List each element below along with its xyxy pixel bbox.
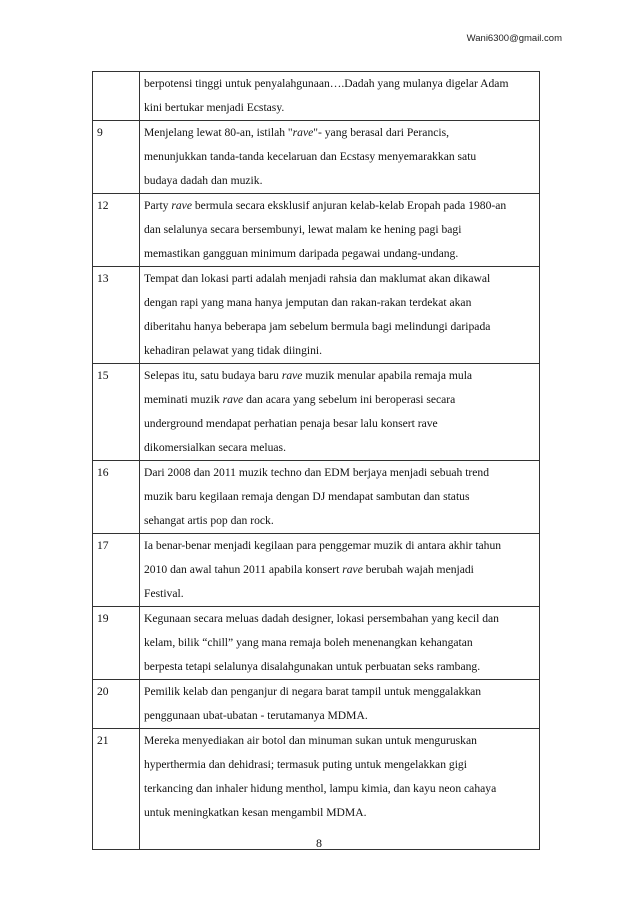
text-segment: untuk meningkatkan kesan mengambil MDMA. bbox=[144, 806, 367, 819]
row-number: 16 bbox=[93, 461, 140, 534]
text-line bbox=[144, 655, 535, 679]
text-segment: dan acara yang sebelum ini beroperasi secara bbox=[243, 393, 456, 406]
table-row bbox=[93, 729, 540, 850]
text-line bbox=[144, 364, 535, 388]
row-number: 17 bbox=[93, 534, 140, 607]
text-line bbox=[144, 339, 535, 363]
text-segment: diberitahu hanya beberapa jam sebelum bermula bagi melindungi daripada bbox=[144, 320, 491, 333]
text-line bbox=[144, 436, 535, 460]
text-segment: kehadiran pelawat yang tidak diingini. bbox=[144, 344, 323, 357]
text-segment: muzik baru kegilaan remaja dengan DJ mendapat sambutan dan status bbox=[144, 490, 470, 503]
text-segment: berpotensi tinggi untuk penyalahgunaan….Dadah yang mulanya digelar Adam bbox=[144, 77, 509, 90]
text-line bbox=[144, 534, 535, 558]
text-segment: 2010 dan awal tahun 2011 apabila konsert bbox=[144, 563, 343, 576]
text-segment: Dari 2008 dan 2011 muzik techno dan EDM berjaya menjadi sebuah trend bbox=[144, 466, 490, 479]
text-line bbox=[144, 315, 535, 339]
header-email: Wani6300@gmail.com bbox=[466, 33, 562, 44]
row-number: 12 bbox=[93, 194, 140, 267]
row-text bbox=[140, 194, 540, 267]
table-row bbox=[93, 364, 540, 461]
text-line bbox=[144, 485, 535, 509]
table-row bbox=[93, 534, 540, 607]
text-segment: berpesta tetapi selalunya disalahgunakan untuk perbuatan seks rambang. bbox=[144, 660, 481, 673]
content-table bbox=[92, 71, 540, 850]
text-line bbox=[144, 558, 535, 582]
text-segment: Festival. bbox=[144, 587, 184, 600]
text-segment: Selepas itu, satu budaya baru bbox=[144, 369, 282, 382]
row-text bbox=[140, 121, 540, 194]
text-segment: kini bertukar menjadi Ecstasy. bbox=[144, 101, 285, 114]
text-segment: terkancing dan inhaler hidung menthol, lampu kimia, dan kayu neon cahaya bbox=[144, 782, 497, 795]
text-segment: berubah wajah menjadi bbox=[362, 563, 474, 576]
italic-term: rave bbox=[222, 393, 244, 406]
text-segment: Party bbox=[144, 199, 172, 212]
text-segment: Kegunaan secara meluas dadah designer, lokasi persembahan yang kecil dan bbox=[144, 612, 499, 625]
table-row bbox=[93, 121, 540, 194]
row-number: 20 bbox=[93, 680, 140, 729]
row-number: 13 bbox=[93, 267, 140, 364]
text-line bbox=[144, 801, 535, 825]
text-segment: dan selalunya secara bersembunyi, lewat malam ke hening pagi bagi bbox=[144, 223, 462, 236]
text-segment: dengan rapi yang mana hanya jemputan dan rakan-rakan terdekat akan bbox=[144, 296, 472, 309]
text-line bbox=[144, 777, 535, 801]
text-line bbox=[144, 729, 535, 753]
text-line bbox=[144, 242, 535, 266]
table-row bbox=[93, 680, 540, 729]
text-segment: budaya dadah dan muzik. bbox=[144, 174, 263, 187]
text-line bbox=[144, 704, 535, 728]
text-segment: underground mendapat perhatian penaja besar lalu konsert rave bbox=[144, 417, 438, 430]
row-text bbox=[140, 729, 540, 850]
text-segment: memastikan gangguan minimum daripada pegawai undang-undang. bbox=[144, 247, 459, 260]
table-body bbox=[93, 72, 540, 850]
text-segment: bermula secara eksklusif anjuran kelab-kelab Eropah pada 1980-an bbox=[191, 199, 507, 212]
text-line bbox=[144, 169, 535, 193]
row-text bbox=[140, 267, 540, 364]
row-text bbox=[140, 680, 540, 729]
text-segment: hyperthermia dan dehidrasi; termasuk puting untuk mengelakkan gigi bbox=[144, 758, 467, 771]
text-segment: Menjelang lewat 80-an, istilah " bbox=[144, 126, 293, 139]
text-segment: muzik menular apabila remaja mula bbox=[302, 369, 473, 382]
row-text bbox=[140, 364, 540, 461]
italic-term: rave bbox=[281, 369, 303, 382]
text-line bbox=[144, 194, 535, 218]
table-row bbox=[93, 194, 540, 267]
text-line bbox=[144, 96, 535, 120]
row-number: 19 bbox=[93, 607, 140, 680]
table-row bbox=[93, 72, 540, 121]
text-line bbox=[144, 509, 535, 533]
text-line bbox=[144, 218, 535, 242]
text-segment: meminati muzik bbox=[144, 393, 223, 406]
text-line bbox=[144, 145, 535, 169]
text-line bbox=[144, 631, 535, 655]
text-segment: kelam, bilik “chill” yang mana remaja boleh menenangkan kehangatan bbox=[144, 636, 473, 649]
table-row bbox=[93, 461, 540, 534]
text-line bbox=[144, 753, 535, 777]
text-segment: menunjukkan tanda-tanda kecelaruan dan Ecstasy menyemarakkan satu bbox=[144, 150, 477, 163]
text-line bbox=[144, 607, 535, 631]
text-segment: Tempat dan lokasi parti adalah menjadi rahsia dan maklumat akan dikawal bbox=[144, 272, 491, 285]
table-row bbox=[93, 607, 540, 680]
row-text bbox=[140, 461, 540, 534]
text-segment: penggunaan ubat-ubatan - terutamanya MDMA. bbox=[144, 709, 368, 722]
text-line bbox=[144, 121, 535, 145]
row-number: 15 bbox=[93, 364, 140, 461]
row-number: 21 bbox=[93, 729, 140, 850]
text-line bbox=[144, 267, 535, 291]
text-line bbox=[144, 582, 535, 606]
text-segment: Mereka menyediakan air botol dan minuman sukan untuk menguruskan bbox=[144, 734, 477, 747]
text-segment: sehangat artis pop dan rock. bbox=[144, 514, 274, 527]
italic-term: rave bbox=[171, 199, 192, 212]
row-number bbox=[93, 72, 140, 121]
text-line bbox=[144, 72, 535, 96]
text-segment: Ia benar-benar menjadi kegilaan para penggemar muzik di antara akhir tahun bbox=[144, 539, 502, 552]
row-text bbox=[140, 607, 540, 680]
page-number: 8 bbox=[316, 836, 322, 850]
italic-term: rave bbox=[292, 126, 314, 139]
text-segment: dikomersialkan secara meluas. bbox=[144, 441, 286, 454]
text-segment: Pemilik kelab dan penganjur di negara barat tampil untuk menggalakkan bbox=[144, 685, 482, 698]
row-text bbox=[140, 534, 540, 607]
text-line bbox=[144, 461, 535, 485]
text-line bbox=[144, 412, 535, 436]
row-text bbox=[140, 72, 540, 121]
text-line bbox=[144, 291, 535, 315]
text-line bbox=[144, 388, 535, 412]
italic-term: rave bbox=[342, 563, 363, 576]
text-line bbox=[144, 680, 535, 704]
table-row bbox=[93, 267, 540, 364]
text-segment: "- yang berasal dari Perancis, bbox=[313, 126, 450, 139]
row-number: 9 bbox=[93, 121, 140, 194]
